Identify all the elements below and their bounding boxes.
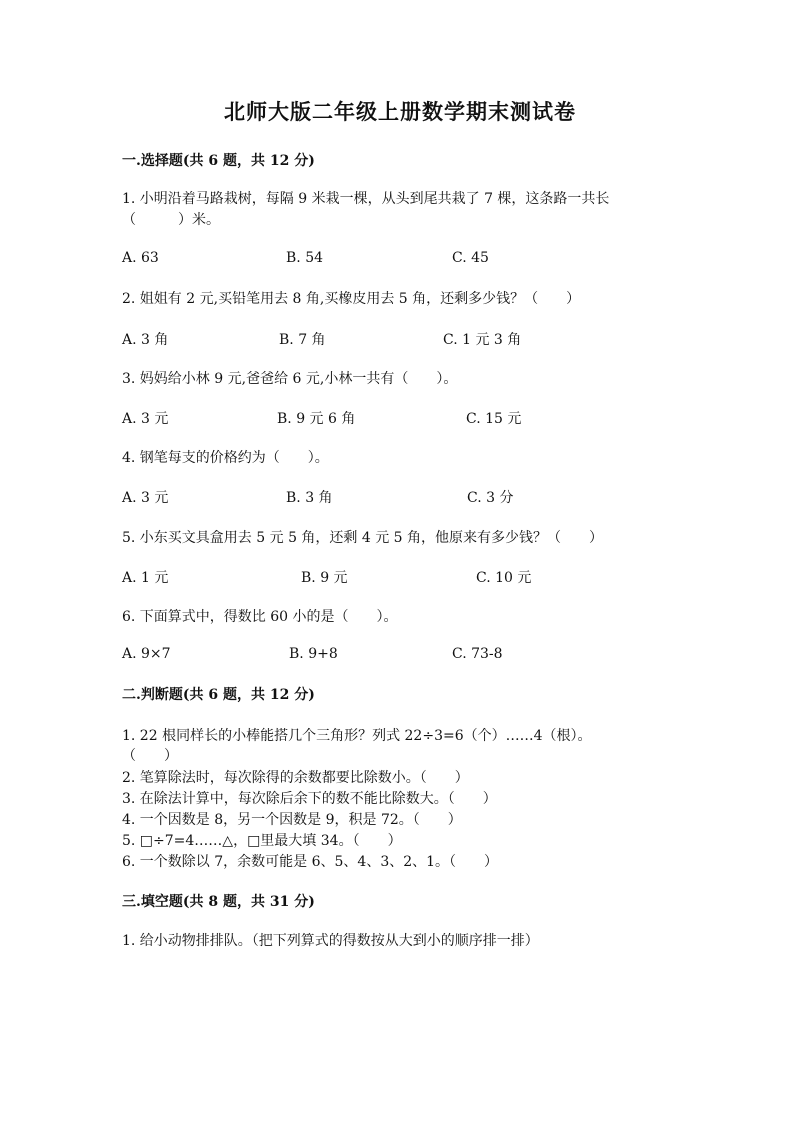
question-5-option-b: B. 9 元 (301, 570, 348, 586)
question-2-option-a: A. 3 角 (122, 332, 169, 348)
question-3-option-c: C. 15 元 (466, 411, 522, 427)
section-heading-fill: 三.填空题(共 8 题，共 31 分) (122, 894, 315, 910)
fill-item-1: 1. 给小动物排排队。（把下列算式的得数按从大到小的顺序排一排） (122, 933, 539, 949)
section-heading-judgment: 二.判断题(共 6 题，共 12 分) (122, 687, 315, 703)
judgment-item-1-cont: （ ） (122, 748, 178, 764)
question-2-option-c: C. 1 元 3 角 (443, 332, 522, 348)
question-1-option-c: C. 45 (452, 250, 489, 266)
question-3-text: 3. 妈妈给小林 9 元,爸爸给 6 元,小林一共有（ ）。 (122, 371, 458, 387)
judgment-item-3: 3. 在除法计算中，每次除后余下的数不能比除数大。（ ） (122, 791, 497, 807)
question-4-text: 4. 钢笔每支的价格约为（ ）。 (122, 450, 329, 466)
question-4-option-b: B. 3 角 (286, 490, 333, 506)
question-2-option-b: B. 7 角 (279, 332, 326, 348)
question-4-option-c: C. 3 分 (467, 490, 514, 506)
question-1-option-a: A. 63 (122, 250, 159, 266)
question-5-option-a: A. 1 元 (122, 570, 169, 586)
page-title: 北师大版二年级上册数学期末测试卷 (224, 99, 576, 124)
question-3-option-b: B. 9 元 6 角 (277, 411, 356, 427)
question-5-option-c: C. 10 元 (476, 570, 532, 586)
question-3-option-a: A. 3 元 (122, 411, 169, 427)
question-1-option-b: B. 54 (286, 250, 324, 266)
judgment-item-1: 1. 22 根同样长的小棒能搭几个三角形？列式 22÷3=6（个）……4（根）。 (122, 728, 592, 744)
question-2-text: 2. 姐姐有 2 元,买铅笔用去 8 角,买橡皮用去 5 角，还剩多少钱？（ ） (122, 291, 581, 307)
judgment-item-2: 2. 笔算除法时，每次除得的余数都要比除数小。（ ） (122, 770, 469, 786)
question-1-text-cont: （ ）米。 (122, 212, 220, 228)
question-1-text: 1. 小明沿着马路栽树，每隔 9 米栽一棵，从头到尾共栽了 7 棵，这条路一共长 (122, 191, 610, 207)
question-6-text: 6. 下面算式中，得数比 60 小的是（ ）。 (122, 609, 398, 625)
judgment-item-6: 6. 一个数除以 7，余数可能是 6、5、4、3、2、1。（ ） (122, 854, 499, 870)
section-heading-choice: 一.选择题(共 6 题，共 12 分) (122, 153, 315, 169)
question-5-text: 5. 小东买文具盒用去 5 元 5 角，还剩 4 元 5 角，他原来有多少钱？（ ） (122, 530, 604, 546)
question-6-option-a: A. 9×7 (122, 646, 171, 662)
judgment-item-4: 4. 一个因数是 8，另一个因数是 9，积是 72。（ ） (122, 812, 462, 828)
question-6-option-c: C. 73-8 (452, 646, 503, 662)
question-6-option-b: B. 9+8 (289, 646, 338, 662)
judgment-item-5: 5. □÷7=4……△，□里最大填 34。（ ） (122, 833, 402, 849)
question-4-option-a: A. 3 元 (122, 490, 169, 506)
